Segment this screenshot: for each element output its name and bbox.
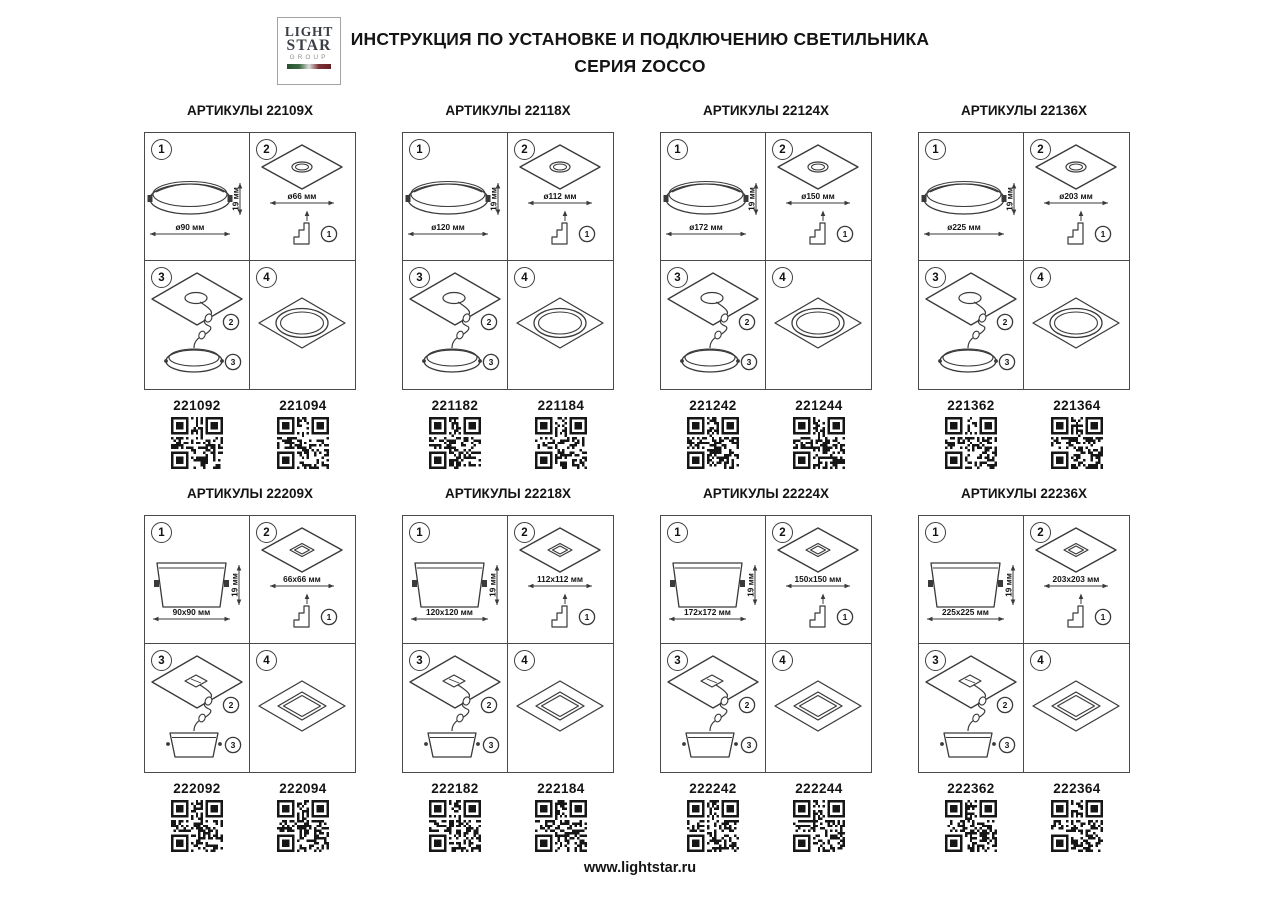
article-code: 222184 — [537, 781, 585, 796]
step-number-badge: 2 — [256, 139, 277, 160]
logo-text-group: GROUP — [289, 54, 329, 61]
panel — [402, 486, 614, 857]
step-number-badge: 2 — [514, 522, 535, 543]
step-number-badge: 2 — [256, 522, 277, 543]
logo-text-star: STAR — [286, 37, 332, 54]
article-code: 222244 — [795, 781, 843, 796]
article — [250, 398, 356, 474]
article-code: 222364 — [1053, 781, 1101, 796]
article-code: 222242 — [689, 781, 737, 796]
callout-number: 2 — [744, 700, 750, 710]
diagram-step-1 — [919, 133, 1024, 261]
dimension-label: 90x90 мм — [172, 607, 211, 617]
panel-diagram-box — [144, 515, 356, 773]
step-number-badge: 1 — [667, 522, 688, 543]
panel-title: АРТИКУЛЫ 22209X — [187, 486, 313, 501]
callout-number: 1 — [842, 229, 848, 239]
dimension-label: 150x150 мм — [794, 574, 842, 584]
step-number-badge: 3 — [925, 267, 946, 288]
panel-title: АРТИКУЛЫ 22236X — [961, 486, 1087, 501]
diagram-step-2 — [250, 516, 355, 644]
step-number-badge: 1 — [925, 522, 946, 543]
panel-title: АРТИКУЛЫ 22118X — [445, 103, 571, 118]
article-code: 221184 — [537, 398, 585, 413]
callout-number: 2 — [486, 700, 492, 710]
step-number-badge: 3 — [667, 267, 688, 288]
articles — [402, 781, 614, 857]
qr-code — [1051, 800, 1103, 852]
dimension-label: ø90 мм — [175, 222, 205, 232]
callout-number: 3 — [488, 357, 494, 367]
diagram-step-2 — [1024, 516, 1129, 644]
dimension-label: 19 мм — [1003, 573, 1014, 597]
panel-title: АРТИКУЛЫ 22224X — [703, 486, 829, 501]
dimension-label: ø150 мм — [801, 191, 835, 201]
panel-diagram-box — [144, 132, 356, 390]
article-code: 221362 — [947, 398, 995, 413]
article — [250, 781, 356, 857]
dimension-label: 172x172 мм — [684, 607, 731, 617]
diagram-step-3 — [403, 644, 508, 772]
step-number-badge: 4 — [514, 267, 535, 288]
qr-code — [429, 800, 481, 852]
article — [1024, 398, 1130, 474]
diagram-step-2 — [766, 133, 871, 261]
article — [1024, 781, 1130, 857]
step-number-badge: 2 — [772, 139, 793, 160]
diagram-step-2 — [766, 516, 871, 644]
page-title — [0, 26, 1280, 80]
article — [144, 781, 250, 857]
article — [766, 398, 872, 474]
diagram-step-4 — [250, 261, 355, 389]
page-title-line1: ИНСТРУКЦИЯ ПО УСТАНОВКЕ И ПОДКЛЮЧЕНИЮ СВЕТИЛЬНИКА — [350, 29, 930, 49]
step-number-badge: 1 — [409, 139, 430, 160]
article — [766, 781, 872, 857]
callout-number: 3 — [746, 357, 752, 367]
qr-code — [535, 800, 587, 852]
dimension-label: ø112 мм — [543, 191, 577, 201]
callout-number: 2 — [1002, 317, 1008, 327]
callout-number: 2 — [1002, 700, 1008, 710]
step-number-badge: 4 — [256, 267, 277, 288]
diagram-step-4 — [250, 644, 355, 772]
articles — [660, 398, 872, 474]
step-number-badge: 2 — [1030, 139, 1051, 160]
panel-title: АРТИКУЛЫ 22218X — [445, 486, 571, 501]
callout-number: 3 — [488, 740, 494, 750]
articles — [144, 781, 356, 857]
article-code: 222092 — [173, 781, 221, 796]
callout-number: 2 — [228, 700, 234, 710]
article — [660, 781, 766, 857]
panel-row-2 — [144, 486, 1130, 857]
callout-number: 1 — [1100, 612, 1106, 622]
diagram-step-4 — [508, 261, 613, 389]
step-number-badge: 3 — [925, 650, 946, 671]
diagram-step-3 — [145, 644, 250, 772]
step-number-badge: 3 — [667, 650, 688, 671]
dimension-label: 203x203 мм — [1052, 574, 1100, 584]
step-number-badge: 4 — [772, 267, 793, 288]
callout-number: 2 — [228, 317, 234, 327]
article-code: 221364 — [1053, 398, 1101, 413]
panel — [660, 486, 872, 857]
dimension-label: 19 мм — [488, 187, 499, 211]
step-number-badge: 3 — [151, 267, 172, 288]
qr-code — [687, 800, 739, 852]
dimension-label: ø225 мм — [947, 222, 981, 232]
diagram-step-1 — [145, 133, 250, 261]
callout-number: 1 — [584, 229, 590, 239]
dimension-label: 19 мм — [746, 187, 757, 211]
callout-number: 3 — [230, 740, 236, 750]
articles — [144, 398, 356, 474]
diagram-step-1 — [403, 133, 508, 261]
article — [918, 398, 1024, 474]
diagram-step-2 — [508, 516, 613, 644]
dimension-label: 66x66 мм — [283, 574, 321, 584]
diagram-step-2 — [1024, 133, 1129, 261]
article-code: 221244 — [795, 398, 843, 413]
article-code: 222094 — [279, 781, 327, 796]
qr-code — [793, 417, 845, 469]
panel-title: АРТИКУЛЫ 22109X — [187, 103, 313, 118]
diagram-step-2 — [508, 133, 613, 261]
step-number-badge: 2 — [772, 522, 793, 543]
callout-number: 3 — [746, 740, 752, 750]
article-code: 222182 — [431, 781, 479, 796]
dimension-label: 120x120 мм — [426, 607, 473, 617]
callout-number: 2 — [744, 317, 750, 327]
panel-title: АРТИКУЛЫ 22124X — [703, 103, 829, 118]
diagram-step-3 — [919, 261, 1024, 389]
callout-number: 1 — [842, 612, 848, 622]
qr-code — [793, 800, 845, 852]
diagram-step-3 — [661, 644, 766, 772]
panel — [660, 103, 872, 474]
dimension-label: ø172 мм — [689, 222, 723, 232]
diagram-step-1 — [661, 516, 766, 644]
callout-number: 1 — [326, 229, 332, 239]
article — [660, 398, 766, 474]
qr-code — [171, 800, 223, 852]
diagram-step-1 — [403, 516, 508, 644]
diagram-step-3 — [403, 261, 508, 389]
diagram-step-3 — [145, 261, 250, 389]
dimension-label: 19 мм — [745, 573, 756, 597]
diagram-step-3 — [919, 644, 1024, 772]
articles — [402, 398, 614, 474]
page-title-line2: СЕРИЯ ZOCCO — [574, 56, 706, 76]
articles — [918, 398, 1130, 474]
dimension-label: ø66 мм — [287, 191, 317, 201]
qr-code — [535, 417, 587, 469]
articles — [660, 781, 872, 857]
article — [402, 781, 508, 857]
callout-number: 1 — [584, 612, 590, 622]
callout-number: 1 — [1100, 229, 1106, 239]
website-url: www.lightstar.ru — [583, 860, 697, 876]
callout-number: 1 — [326, 612, 332, 622]
callout-number: 3 — [1004, 740, 1010, 750]
qr-code — [171, 417, 223, 469]
diagram-step-4 — [508, 644, 613, 772]
step-number-badge: 3 — [409, 650, 430, 671]
diagram-step-4 — [766, 261, 871, 389]
qr-code — [687, 417, 739, 469]
diagram-step-4 — [766, 644, 871, 772]
panel — [918, 103, 1130, 474]
panel-diagram-box — [918, 132, 1130, 390]
step-number-badge: 4 — [256, 650, 277, 671]
dimension-label: ø203 мм — [1059, 191, 1093, 201]
panel-diagram-box — [402, 515, 614, 773]
article-code: 221094 — [279, 398, 327, 413]
callout-number: 3 — [1004, 357, 1010, 367]
step-number-badge: 1 — [409, 522, 430, 543]
step-number-badge: 3 — [151, 650, 172, 671]
article-code: 221092 — [173, 398, 221, 413]
logo-text-light: LIGHT — [284, 24, 334, 39]
diagram-step-1 — [919, 516, 1024, 644]
qr-code — [1051, 417, 1103, 469]
panel-diagram-box — [660, 132, 872, 390]
step-number-badge: 2 — [1030, 522, 1051, 543]
panel-title: АРТИКУЛЫ 22136X — [961, 103, 1087, 118]
dimension-label: 19 мм — [1004, 187, 1015, 211]
panel — [144, 103, 356, 474]
panel — [402, 103, 614, 474]
article — [508, 398, 614, 474]
step-number-badge: 1 — [151, 522, 172, 543]
callout-number: 2 — [486, 317, 492, 327]
panel-diagram-box — [660, 515, 872, 773]
article — [918, 781, 1024, 857]
qr-code — [277, 800, 329, 852]
article — [144, 398, 250, 474]
dimension-label: ø120 мм — [431, 222, 465, 232]
diagram-step-2 — [250, 133, 355, 261]
qr-code — [945, 417, 997, 469]
qr-code — [277, 417, 329, 469]
step-number-badge: 1 — [151, 139, 172, 160]
diagram-step-4 — [1024, 644, 1129, 772]
panel — [144, 486, 356, 857]
article-code: 222362 — [947, 781, 995, 796]
diagram-step-3 — [661, 261, 766, 389]
step-number-badge: 1 — [925, 139, 946, 160]
step-number-badge: 4 — [514, 650, 535, 671]
step-number-badge: 4 — [772, 650, 793, 671]
panel — [918, 486, 1130, 857]
article-code: 221242 — [689, 398, 737, 413]
dimension-label: 19 мм — [229, 573, 240, 597]
article-code: 221182 — [431, 398, 479, 413]
qr-code — [945, 800, 997, 852]
dimension-label: 225x225 мм — [942, 607, 989, 617]
panel-diagram-box — [918, 515, 1130, 773]
step-number-badge: 4 — [1030, 650, 1051, 671]
articles — [918, 781, 1130, 857]
dimension-label: 19 мм — [230, 187, 241, 211]
panel-diagram-box — [402, 132, 614, 390]
diagram-step-1 — [661, 133, 766, 261]
step-number-badge: 1 — [667, 139, 688, 160]
panel-row-1 — [144, 103, 1130, 474]
article — [508, 781, 614, 857]
article — [402, 398, 508, 474]
qr-code — [429, 417, 481, 469]
dimension-label: 112x112 мм — [537, 574, 583, 584]
diagram-step-1 — [145, 516, 250, 644]
step-number-badge: 3 — [409, 267, 430, 288]
diagram-step-4 — [1024, 261, 1129, 389]
callout-number: 3 — [230, 357, 236, 367]
dimension-label: 19 мм — [487, 573, 498, 597]
step-number-badge: 4 — [1030, 267, 1051, 288]
step-number-badge: 2 — [514, 139, 535, 160]
